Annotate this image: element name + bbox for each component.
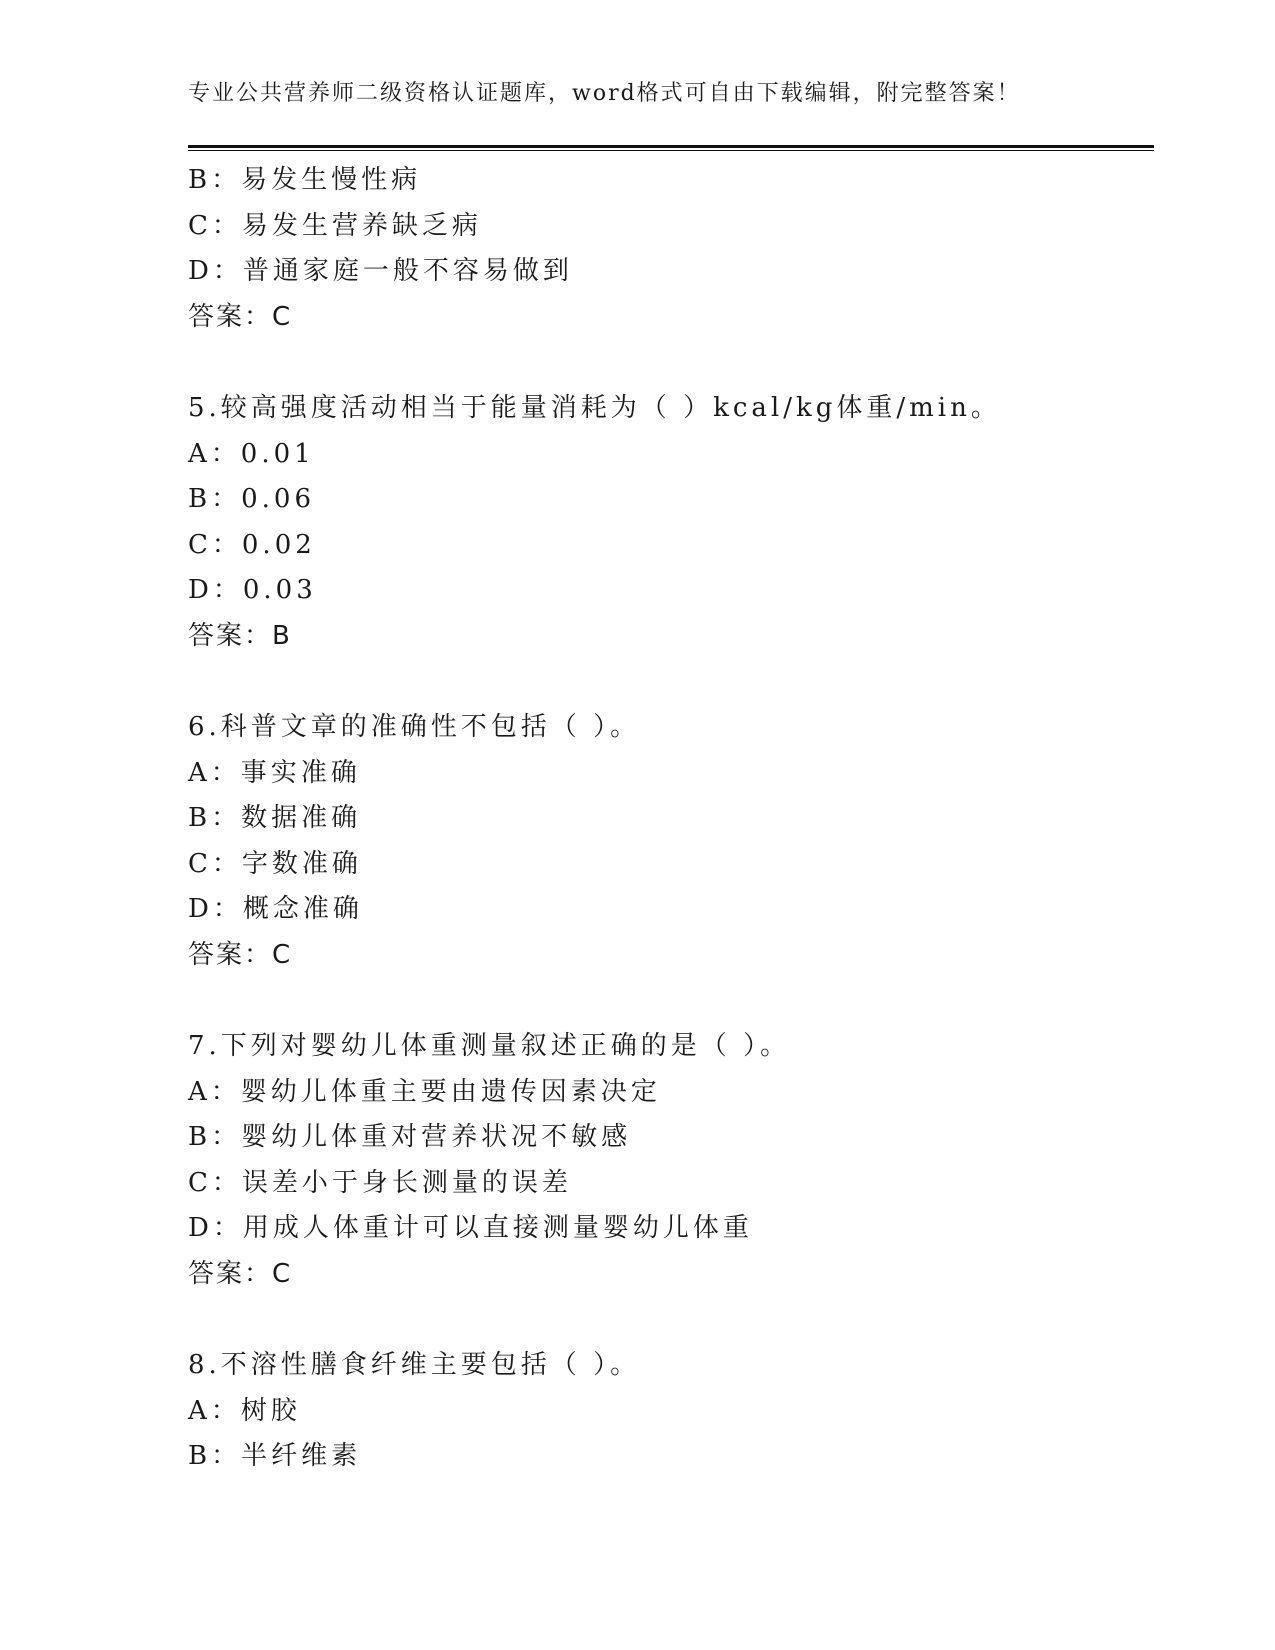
option: B：半纤维素 <box>188 1441 362 1471</box>
question-list <box>188 158 1154 1480</box>
header-rule-thick <box>188 145 1154 148</box>
option: B：易发生慢性病 <box>188 165 422 195</box>
option: A：事实准确 <box>188 757 361 788</box>
option: D：用成人体重计可以直接测量婴幼儿体重 <box>188 1213 753 1243</box>
question-block <box>188 158 1154 340</box>
question-stem: 8.不溶性膳食纤维主要包括（ ）。 <box>188 1350 641 1380</box>
question-block <box>188 705 1154 978</box>
question-block <box>188 386 1154 659</box>
option: A：0.01 <box>188 438 315 469</box>
option: D：概念准确 <box>188 894 363 924</box>
question-stem: 5.较高强度活动相当于能量消耗为（ ）kcal/kg体重/min。 <box>188 393 1001 423</box>
answer: 答案：C <box>188 301 293 332</box>
option: C：误差小于身长测量的误差 <box>188 1167 572 1198</box>
option: C：字数准确 <box>188 848 362 879</box>
header-text: 专业公共营养师二级资格认证题库，word格式可自由下载编辑，附完整答案！ <box>188 81 1021 106</box>
option: A：树胶 <box>188 1395 301 1426</box>
header-rule-thin <box>188 150 1154 151</box>
option: C：易发生营养缺乏病 <box>188 210 482 241</box>
option: B：数据准确 <box>188 803 362 833</box>
option: B：婴幼儿体重对营养状况不敏感 <box>188 1122 632 1152</box>
spacer <box>188 978 1154 1024</box>
option: A：婴幼儿体重主要由遗传因素决定 <box>188 1076 661 1107</box>
question-block <box>188 1024 1154 1297</box>
spacer <box>188 340 1154 386</box>
option: D：0.03 <box>188 575 317 605</box>
answer: 答案：B <box>188 620 292 651</box>
answer: 答案：C <box>188 939 293 970</box>
option: B：0.06 <box>188 484 315 514</box>
spacer <box>188 659 1154 705</box>
option: D：普通家庭一般不容易做到 <box>188 256 573 286</box>
question-stem: 6.科普文章的准确性不包括（ ）。 <box>188 712 641 742</box>
option: C：0.02 <box>188 529 316 560</box>
answer: 答案：C <box>188 1258 293 1289</box>
question-stem: 7.下列对婴幼儿体重测量叙述正确的是（ ）。 <box>188 1031 791 1061</box>
question-block <box>188 1343 1154 1480</box>
spacer <box>188 1297 1154 1343</box>
